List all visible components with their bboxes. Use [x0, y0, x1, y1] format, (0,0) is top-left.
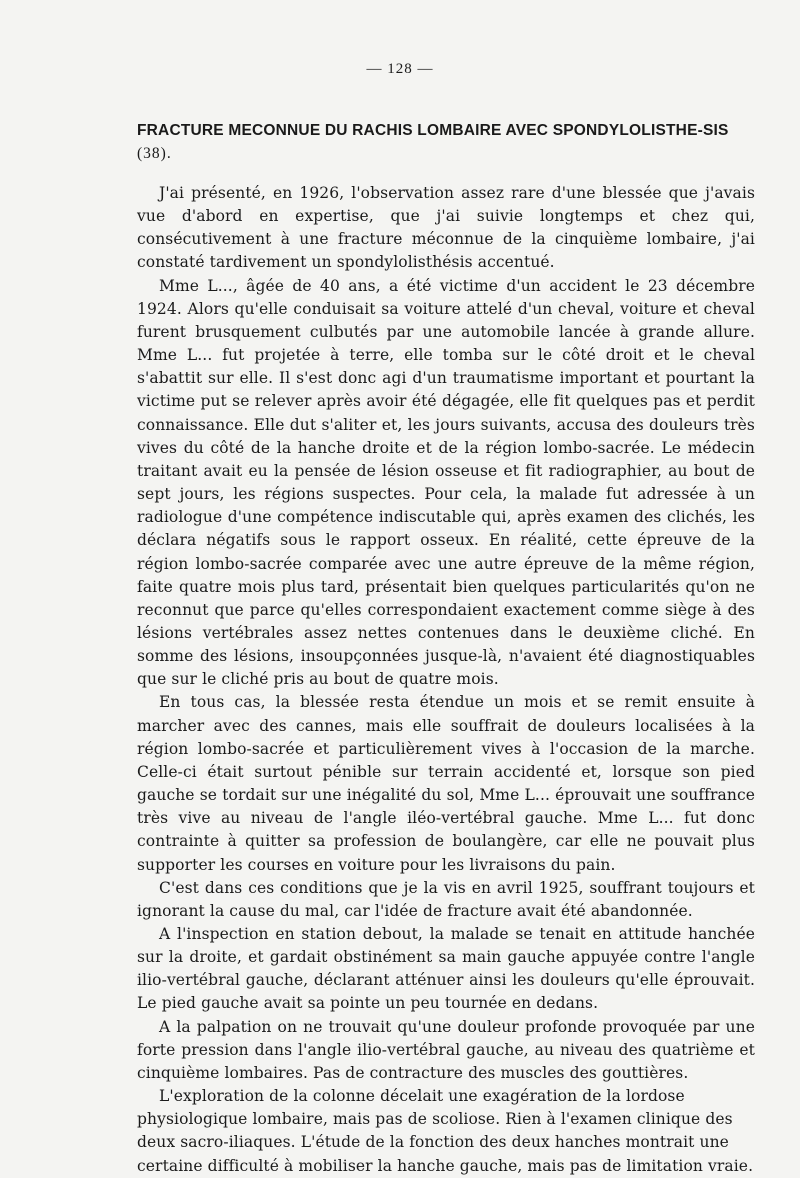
paragraph-6: A la palpation on ne trouvait qu'une douleur profonde provoquée par une forte pression dans l'angle ilio-vertébral gauche, au niveau des quatrième et cinquième lombaires. Pas de contracture des muscles des gouttières.: [137, 1017, 755, 1082]
paragraph-4: C'est dans ces conditions que je la vis en avril 1925, souffrant toujours et ignorant la cause du mal, car l'idée de fracture avait été abandonnée.: [137, 878, 755, 920]
page-number: — 128 —: [366, 61, 434, 77]
paragraph-1: J'ai présenté, en 1926, l'observation assez rare d'une blessée que j'avais vue d'abord en expertise, que j'ai suivie longtemps et chez qui, consécutivement à une fracture méconnue de la cinquième lombaire, j'ai constaté tardivement un spondylolisthésis accentué.: [137, 184, 755, 272]
section-title-text: FRACTURE MECONNUE DU RACHIS LOMBAIRE AVEC SPONDYLOLISTHE-SIS: [137, 122, 729, 139]
paragraph-7: L'exploration de la colonne décelait une exagération de la lordose physiologique lombaire, mais pas de scoliose. Rien à l'examen clinique des deux sacro-iliaques. L'étude de la fonction des deux hanches montrait une certaine difficulté à mobiliser la hanche gauche, mais pas de limitation vraie.: [137, 1087, 754, 1175]
section-title: [137, 119, 767, 165]
paragraph-2: Mme L..., âgée de 40 ans, a été victime d'un accident le 23 décembre 1924. Alors qu'elle conduisait sa voiture attelé d'un cheval, voiture et cheval furent brusquement culbutés par une automobile lancée à grande allure. Mme L... fut projetée à terre, elle tomba sur le côté droit et le cheval s'abattit sur elle. Il s'est donc agi d'un traumatisme important et pourtant la victime put se relever après avoir été dégagée, elle fit quelques pas et perdit connaissance. Elle dut s'aliter et, les jours suivants, accusa des douleurs très vives du côté de la hanche droite et de la région lombo-sacrée. Le médecin traitant avait eu la pensée de lésion osseuse et fit radiographier, au bout de sept jours, les régions suspectes. Pour cela, la malade fut adressée à un radiologue d'une compétence indiscutable qui, après examen des clichés, les déclara négatifs sous le rapport osseux. En réalité, cette épreuve de la région lombo-sacrée comparée avec une autre épreuve de la même région, faite quatre mois plus tard, présentait bien quelques particularités qu'on ne reconnut que parce qu'elles correspondaient exactement comme siège à des lésions vertébrales assez nettes contenues dans le deuxième cliché. En somme des lésions, insoupçonnées jusque-là, n'avaient été diagnostiquables que sur le cliché pris au bout de quatre mois.: [137, 276, 755, 689]
body-text: [137, 182, 755, 1178]
paragraph-3: En tous cas, la blessée resta étendue un mois et se remit ensuite à marcher avec des cannes, mais elle souffrait de douleurs localisées à la région lombo-sacrée et particulièrement vives à l'occasion de la marche. Celle-ci était surtout pénible sur terrain accidenté et, lorsque son pied gauche se tordait sur une inégalité du sol, Mme L... éprouvait une souffrance très vive au niveau de l'angle iléo-vertébral gauche. Mme L... fut donc contrainte à quitter sa profession de boulangère, car elle ne pouvait plus supporter les courses en voiture pour les livraisons du pain.: [137, 693, 755, 874]
section-reference: (38).: [137, 145, 172, 162]
paragraph-5: A l'inspection en station debout, la malade se tenait en attitude hanchée sur la droite, et gardait obstinément sa main gauche appuyée contre l'angle ilio-vertébral gauche, déclarant atténuer ainsi les douleurs qu'elle éprouvait. Le pied gauche avait sa pointe un peu tournée en dedans.: [137, 925, 755, 1013]
